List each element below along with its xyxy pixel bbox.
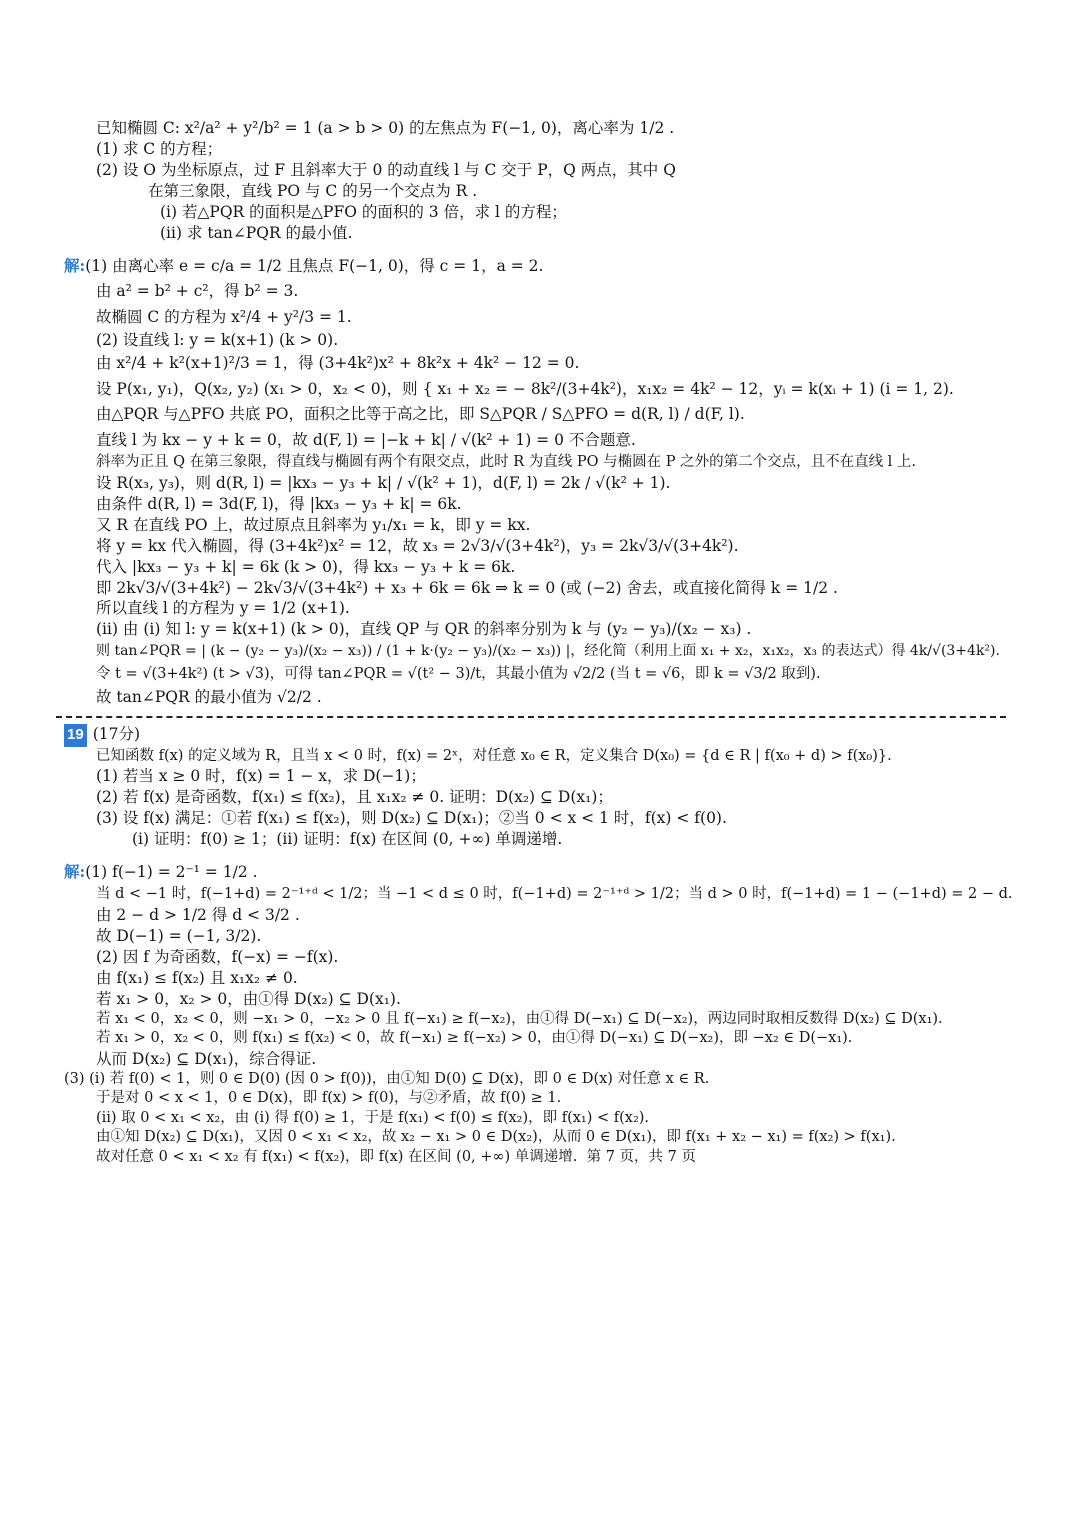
solution-line: 从而 D(x₂) ⊆ D(x₁)，综合得证. <box>96 1049 317 1068</box>
solution-line: 设 R(x₃, y₃)，则 d(R, l) = |kx₃ − y₃ + k| / √(k² + 1)，d(F, l) = 2k / √(k² + 1). <box>96 473 671 492</box>
solution-line: 由①知 D(x₂) ⊆ D(x₁)，又因 0 < x₁ < x₂，故 x₂ − x₁ > 0 ∈ D(x₂)，从而 0 ∈ D(x₁)，即 f(x₁ + x₂ − x₁) = f(x₂) > f(x₁). <box>96 1129 896 1146</box>
solution-line: 故 D(−1) = (−1, 3/2). <box>96 926 262 945</box>
problem-18-q2-ii: (ⅱ) 求 tan∠PQR 的最小值. <box>160 223 353 242</box>
problem-18-q1: (1) 求 C 的方程； <box>96 139 223 158</box>
problem-points: (17分) <box>92 725 141 744</box>
problem-18-q2-cont: 在第三象限，直线 PO 与 C 的另一个交点为 R . <box>148 181 478 200</box>
solution-18 <box>64 253 1020 709</box>
solution-line: 由条件 d(R, l) = 3d(F, l)，得 |kx₃ − y₃ + k| = 6k. <box>96 494 462 513</box>
solution-line: 直线 l 为 kx − y + k = 0，故 d(F, l) = |−k + k| / √(k² + 1) = 0 不合题意. <box>96 430 636 449</box>
solution-line: (ⅱ) 由 (ⅰ) 知 l: y = k(x+1) (k > 0)，直线 QP 与 QR 的斜率分别为 k 与 (y₂ − y₃)/(x₂ − x₃) . <box>96 620 752 639</box>
solution-line: 又 R 在直线 PO 上，故过原点且斜率为 y₁/x₁ = k，即 y = kx. <box>96 515 531 534</box>
solution-line: 由 2 − d > 1/2 得 d < 3/2 . <box>96 905 300 924</box>
solution-line: 由 f(x₁) ≤ f(x₂) 且 x₁x₂ ≠ 0. <box>96 968 298 987</box>
solution-line: (2) 因 f 为奇函数，f(−x) = −f(x). <box>96 947 339 966</box>
solution-line: 设 P(x₁, y₁)，Q(x₂, y₂) (x₁ > 0，x₂ < 0)，则 { x₁ + x₂ = − 8k²/(3+4k²)，x₁x₂ = 4k² − 12，yᵢ = k(xᵢ + 1) (i = 1, 2). <box>96 379 954 398</box>
solution-line: 将 y = kx 代入椭圆，得 (3+4k²)x² = 12，故 x₃ = 2√3/√(3+4k²)，y₃ = 2k√3/√(3+4k²). <box>96 536 739 555</box>
problem-number-badge: 19 <box>64 724 87 746</box>
solution-line: (2) 设直线 l: y = k(x+1) (k > 0). <box>96 331 339 350</box>
problem-19-q1: (1) 若当 x ≥ 0 时，f(x) = 1 − x，求 D(−1)； <box>96 767 426 786</box>
solution-19 <box>64 859 1020 1168</box>
problem-19-stem: 已知函数 f(x) 的定义域为 R，且当 x < 0 时，f(x) = 2ˣ，对任意 x₀ ∈ R，定义集合 D(x₀) = {d ∈ R | f(x₀ + d) > f(x₀)}. <box>96 747 892 764</box>
problem-19-q2: (2) 若 f(x) 是奇函数，f(x₁) ≤ f(x₂)，且 x₁x₂ ≠ 0. 证明：D(x₂) ⊆ D(x₁)； <box>96 788 613 806</box>
problem-18-q2-i: (ⅰ) 若△PQR 的面积是△PFO 的面积的 3 倍，求 l 的方程； <box>160 202 567 221</box>
solution-line: 若 x₁ < 0，x₂ < 0，则 −x₁ > 0，−x₂ > 0 且 f(−x₁) ≥ f(−x₂)，由①得 D(−x₁) ⊆ D(−x₂)，两边同时取相反数得 D(x₂) ⊆ D(x₁). <box>96 1010 943 1027</box>
solution-line: 所以直线 l 的方程为 y = 1/2 (x+1). <box>96 599 350 618</box>
problem-18-q2: (2) 设 O 为坐标原点，过 F 且斜率大于 0 的动直线 l 与 C 交于 P，Q 两点，其中 Q <box>96 160 676 179</box>
page-footer: 第 7 页，共 7 页 <box>586 1148 696 1165</box>
solution-line: 即 2k√3/√(3+4k²) − 2k√3/√(3+4k²) + x₃ + 6k = 6k ⇒ k = 0 (或 (−2) 舍去，或直接化简得 k = 1/2 . <box>96 578 838 597</box>
solution-line: (3) (ⅰ) 若 f(0) < 1，则 0 ∈ D(0) (因 0 > f(0))，由①知 D(0) ⊆ D(x)，即 0 ∈ D(x) 对任意 x ∈ R. <box>64 1070 710 1087</box>
problem-18 <box>64 118 1020 244</box>
solution-line: 由 a² = b² + c²，得 b² = 3. <box>96 282 299 301</box>
solution-line: 由 x²/4 + k²(x+1)²/3 = 1，得 (3+4k²)x² + 8k²x + 4k² − 12 = 0. <box>96 354 580 373</box>
solution-line: 令 t = √(3+4k²) (t > √3)，可得 tan∠PQR = √(t² − 3)/t，其最小值为 √2/2 (当 t = √6，即 k = √3/2 取到). <box>96 666 821 683</box>
problem-19 <box>64 724 1020 850</box>
solution-line: 当 d < −1 时，f(−1+d) = 2⁻¹⁺ᵈ < 1/2；当 −1 < d ≤ 0 时，f(−1+d) = 2⁻¹⁺ᵈ > 1/2；当 d > 0 时，f(−1+d) = 1 − (−1+d) = 2 − d. <box>96 886 1013 903</box>
solution-line: (1) f(−1) = 2⁻¹ = 1/2 . <box>85 862 258 881</box>
solution-line: (ⅱ) 取 0 < x₁ < x₂，由 (ⅰ) 得 f(0) ≥ 1，于是 f(x₁) < f(0) ≤ f(x₂)，即 f(x₁) < f(x₂). <box>96 1109 650 1126</box>
solution-line: 则 tan∠PQR = | (k − (y₂ − y₃)/(x₂ − x₃)) / (1 + k·(y₂ − y₃)/(x₂ − x₃)) |，经化简（利用上面 x₁ + x₂，x₁x₂，x₃ 的表达式）得 4k/√(3+4k²). <box>96 643 1000 660</box>
problem-19-q3: (3) 设 f(x) 满足：①若 f(x₁) ≤ f(x₂)，则 D(x₂) ⊆ D(x₁)；②当 0 < x < 1 时，f(x) < f(0). <box>96 808 727 827</box>
solution-line: 若 x₁ > 0，x₂ < 0，则 f(x₁) ≤ f(x₂) < 0，故 f(−x₁) ≥ f(−x₂) > 0，由①得 D(−x₁) ⊆ D(−x₂)，即 −x₂ ∈ D(−x₁). <box>96 1030 853 1047</box>
solution-line: 代入 |kx₃ − y₃ + k| = 6k (k > 0)，得 kx₃ − y₃ + k = 6k. <box>96 557 516 576</box>
solution-line: 于是对 0 < x < 1，0 ∈ D(x)，即 f(x) > f(0)，与②矛盾，故 f(0) ≥ 1. <box>96 1090 562 1107</box>
problem-19-q3-sub: (ⅰ) 证明：f(0) ≥ 1；(ⅱ) 证明：f(x) 在区间 (0, +∞) 单调递增. <box>132 829 563 848</box>
solution-line: 由△PQR 与△PFO 共底 PO，面积之比等于高之比，即 S△PQR / S△PFO = d(R, l) / d(F, l). <box>96 405 745 424</box>
solution-label: 解: <box>64 255 86 275</box>
problem-18-stem: 已知椭圆 C: x²/a² + y²/b² = 1 (a > b > 0) 的左焦点为 F(−1, 0)，离心率为 1/2 . <box>96 119 675 137</box>
solution-label: 解: <box>64 861 86 881</box>
solution-line: 故对任意 0 < x₁ < x₂ 有 f(x₁) < f(x₂)，即 f(x) 在区间 (0, +∞) 单调递增. <box>96 1148 578 1165</box>
solution-line: (1) 由离心率 e = c/a = 1/2 且焦点 F(−1, 0)，得 c = 1，a = 2. <box>85 256 544 275</box>
solution-line: 故椭圆 C 的方程为 x²/4 + y²/3 = 1. <box>96 307 352 326</box>
solution-line: 若 x₁ > 0，x₂ > 0，由①得 D(x₂) ⊆ D(x₁). <box>96 989 401 1008</box>
solution-line: 斜率为正且 Q 在第三象限，得直线与椭圆有两个有限交点，此时 R 为直线 PO 与椭圆在 P 之外的第二个交点，且不在直线 l 上. <box>96 454 917 471</box>
solution-line: 故 tan∠PQR 的最小值为 √2/2 . <box>96 688 322 707</box>
section-divider <box>56 716 1006 718</box>
